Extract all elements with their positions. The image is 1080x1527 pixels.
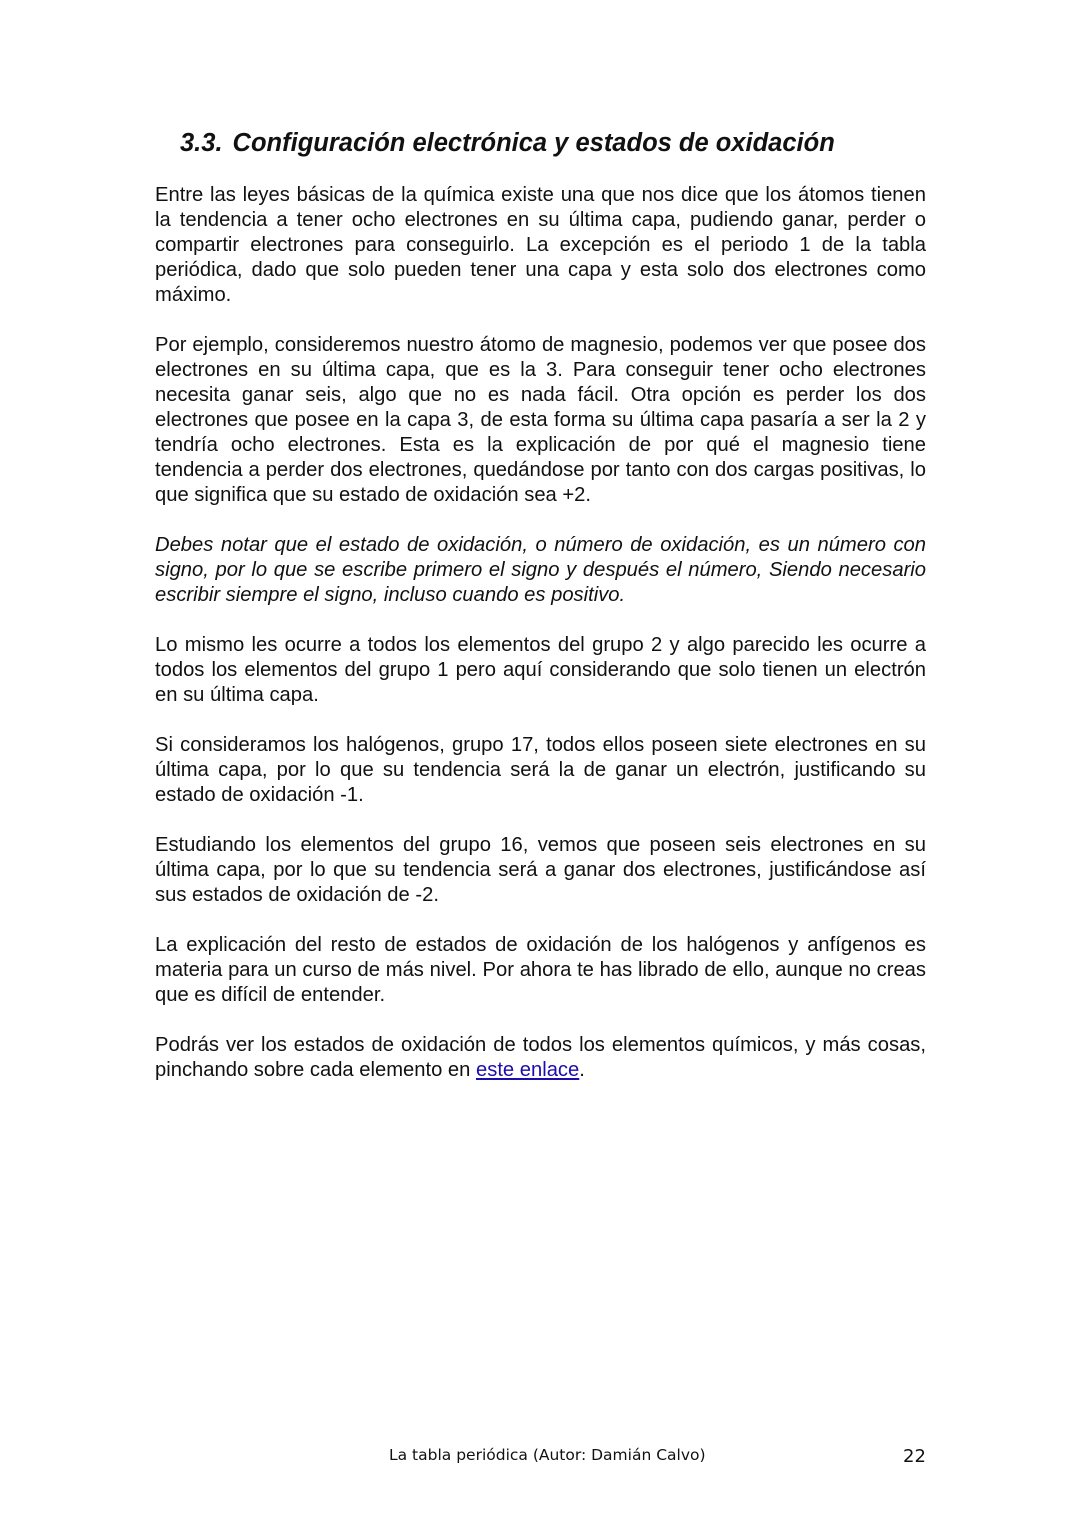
paragraph-oxidation-note: Debes notar que el estado de oxidación, o número de oxidación, es un número con signo, por lo que se escribe primero el signo y después el número, Siendo necesario escribir siempre el signo, incluso cuando es positivo. (155, 534, 926, 606)
paragraph-octet-rule: Entre las leyes básicas de la química existe una que nos dice que los átomos tienen la tendencia a tener ocho electrones en su última capa, pudiendo ganar, perder o compartir electrones para conseguirlo. La excepción es el periodo 1 de la tabla periódica, dado que solo pueden tener una capa y esta solo dos electrones como máximo. (155, 184, 926, 306)
body-text (155, 183, 926, 1108)
page-number: 22 (903, 1446, 926, 1467)
section-heading (180, 126, 835, 160)
link-paragraph-text: Podrás ver los estados de oxidación de todos los elementos químicos, y más cosas, pinchando sobre cada elemento en (155, 1034, 926, 1081)
este-enlace-link[interactable]: este enlace (476, 1059, 580, 1081)
paragraph-groups-1-2: Lo mismo les ocurre a todos los elementos del grupo 2 y algo parecido les ocurre a todos los elementos del grupo 1 pero aquí considerando que solo tienen un electrón en su última capa. (155, 634, 926, 706)
paragraph-magnesium-example: Por ejemplo, consideremos nuestro átomo de magnesio, podemos ver que posee dos electrones en su última capa, que es la 3. Para conseguir tener ocho electrones necesita ganar seis, algo que no es nada fácil. Otra opción es perder los dos electrones que posee en la capa 3, de esta forma su última capa pasaría a ser la 2 y tendría ocho electrones. Esta es la explicación de por qué el magnesio tiene tendencia a perder dos electrones, quedándose por tanto con dos cargas positivas, lo que significa que su estado de oxidación sea +2. (155, 334, 926, 506)
link-paragraph-end: . (579, 1059, 585, 1081)
paragraph-group-16: Estudiando los elementos del grupo 16, vemos que poseen seis electrones en su última capa, por lo que su tendencia será a ganar dos electrones, justificándose así sus estados de oxidación de -2. (155, 834, 926, 906)
paragraph-link (155, 1033, 926, 1083)
section-number: 3.3. (180, 129, 223, 157)
paragraph-halogens: Si consideramos los halógenos, grupo 17, todos ellos poseen siete electrones en su última capa, por lo que su tendencia será la de ganar un electrón, justificando su estado de oxidación -1. (155, 734, 926, 806)
page-footer: La tabla periódica (Autor: Damián Calvo) (389, 1446, 706, 1464)
paragraph-further-study: La explicación del resto de estados de oxidación de los halógenos y anfígenos es materia para un curso de más nivel. Por ahora te has librado de ello, aunque no creas que es difícil de entender. (155, 934, 926, 1006)
section-title: Configuración electrónica y estados de oxidación (232, 129, 835, 157)
